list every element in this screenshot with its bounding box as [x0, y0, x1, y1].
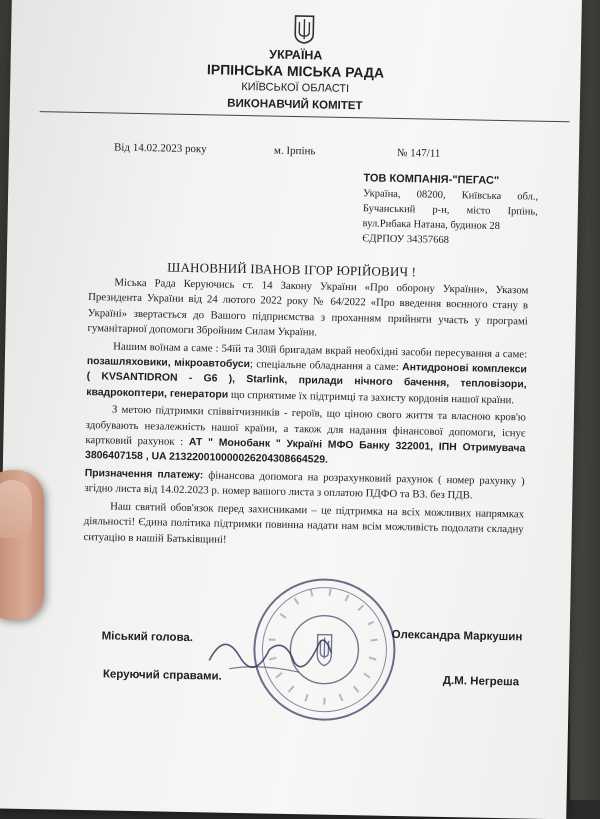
greeting: ШАНОВНИЙ ІВАНОВ ІГОР ЮРІЙОВИЧ !: [167, 259, 417, 280]
header-council: ІРПІНСЬКА МІСЬКА РАДА: [206, 61, 385, 81]
letter-number: № 147/11: [396, 146, 441, 160]
manager-name: Д.М. Негреша: [442, 674, 520, 689]
header-country: УКРАЇНА: [269, 47, 323, 63]
header-oblast: КИЇВСЬКОЇ ОБЛАСТІ: [241, 80, 350, 96]
thumbnail: [0, 480, 32, 538]
trident-coat-of-arms-icon: [293, 14, 316, 44]
manager-title: Керуючий справами.: [102, 668, 222, 683]
paragraph-purpose: Призначення платежу: фінансова допомога на розрахунковий рахунок ( номер рахунку ) згідно листа від 14.02.2023 р. номер вашого листа з оплатою ПДФО та ВЗ. без ПДВ.: [84, 467, 525, 502]
recipient-edrpou: ЄДРПОУ 34357668: [362, 233, 449, 246]
paragraph-intro: Міська Рада Керуючись ст. 14 Закону України «Про оборону України», Указом Президента України від 24 лютого 2022 року № 64/2022 «Про введення воєнного стану в Україні» звертається до Вашого підприємства з проханням прийняти участь у програмі гуманітарної допомоги Збройним Силам України.: [87, 276, 529, 339]
thumb-holding-paper: [0, 470, 44, 620]
mayor-title: Міський голова.: [101, 630, 194, 645]
recipient-name: ТОВ КОМПАНІЯ-"ПЕГАС": [363, 172, 500, 187]
mayor-name: Олександра Маркушин: [391, 628, 523, 644]
recipient-address: Україна, 08200, Київська обл., Бучанський р-н, місто Ірпінь, вул.Рибака Натана, будинок 28: [362, 188, 539, 232]
paragraph-closing: Наш святий обов'язок перед захисниками – це підтримка на всіх можливих напрямках діяльності! Єдина політика підтримки повинна надати нам всім можливість подолати складну ситуацію в нашій Батьківщині!: [83, 500, 525, 546]
letter-date: Від 14.02.2023 року: [113, 141, 207, 156]
paragraph-needs: Нашим воїнам а саме : 54їй та 30їй бригадам вкрай необхідні засоби пересування а саме: позашляховики, мікроавтобуси; спеціальне обладнання а саме: Антидронові комплекси ( KVSANTIDRON - G6 ), Starlink, прилади нічного бачення, тепловізори, квадрокоптери, генератори що сприятиме їх підтримці та захисту кордонів нашої країни.: [86, 340, 528, 407]
letter-body: [83, 275, 528, 555]
header-committee: ВИКОНАВЧИЙ КОМІТЕТ: [227, 97, 363, 113]
letter-city: м. Ірпінь: [273, 144, 316, 158]
recipient-block: [362, 171, 538, 249]
paragraph-account: З метою підтримки співвітчизників - героїв, що ціною свого життя та власною кров'ю здобувають незалежність нашої країни, а також для надання фінансової допомоги, існує картковий рахунок : АТ " Монобанк " Україні МФО Банку 322001, ІПН Отримувача 3806407158 , UA 213220010000026204308664529.: [84, 403, 527, 467]
